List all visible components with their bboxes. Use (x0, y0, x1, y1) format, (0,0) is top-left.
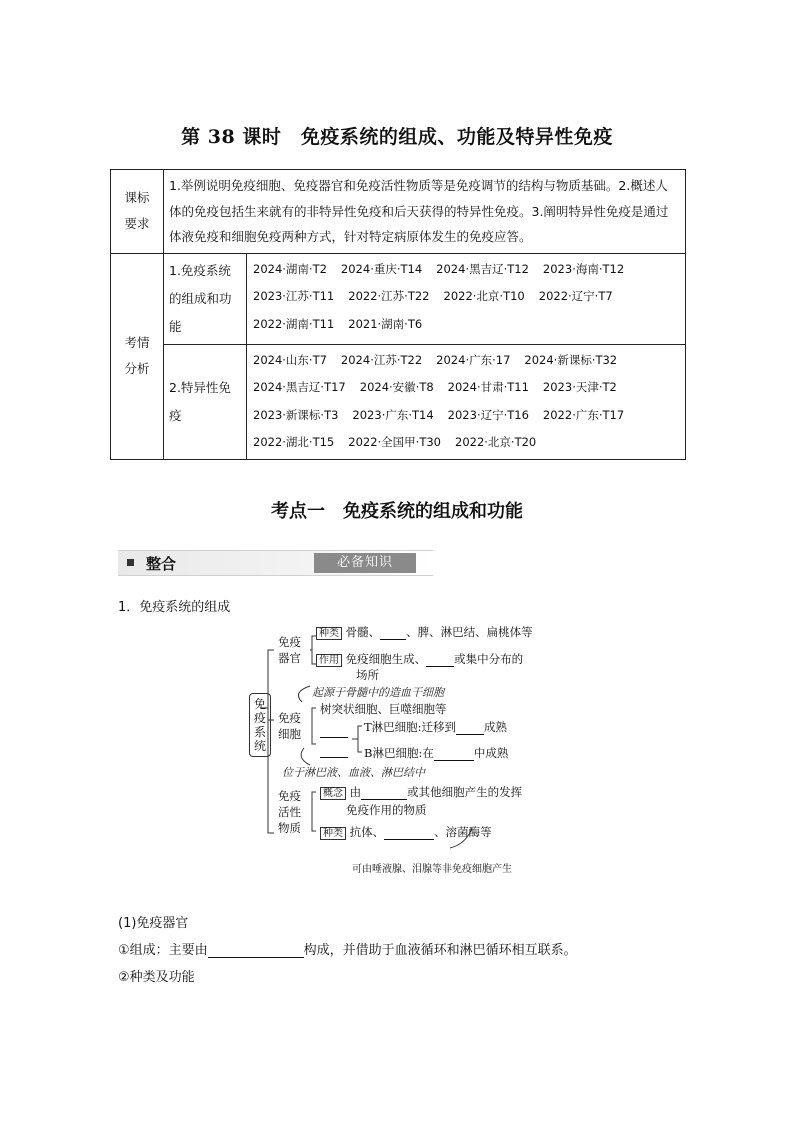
organ-func-text-a: 免疫细胞生成、 (345, 652, 427, 666)
cell-item1: 树突状细胞、巨噬细胞等 (320, 702, 447, 716)
exam-ref: 2023·海南·T12 (542, 261, 625, 276)
topic-2-refs (247, 344, 686, 459)
cell-lymph-blank-2 (320, 743, 348, 758)
header-curriculum (111, 170, 164, 254)
exam-ref: 2024·新课标·T32 (524, 352, 618, 367)
fill-blank (426, 652, 454, 667)
page-title: 第 38 课时 免疫系统的组成、功能及特异性免疫 (181, 126, 613, 148)
refs-line (253, 429, 679, 457)
root-label: 免疫系统 (253, 697, 266, 753)
para-organ-heading: (1)免疫器官 (118, 916, 189, 931)
fill-blank (320, 743, 348, 758)
refs-line (253, 374, 679, 402)
t-cell-text-b: 成熟 (484, 720, 508, 734)
organ-func-text-c: 场所 (356, 668, 379, 682)
exam-ref: 2024·黑吉辽·T12 (436, 261, 529, 276)
root-box (249, 693, 271, 757)
tag-kind: 种类 (320, 827, 346, 840)
banner-label-knowledge: 必备知识 (314, 553, 416, 573)
exam-ref: 2023·广东·T14 (352, 407, 434, 422)
substance-label: 免疫活性物质 (278, 789, 301, 835)
exam-ref: 2022·全国甲·T30 (348, 435, 441, 449)
exam-ref: 2021·湖南·T6 (348, 316, 423, 331)
substance-concept-row (320, 784, 522, 800)
fill-blank (456, 720, 484, 735)
exam-ref: 2022·湖北·T15 (253, 435, 335, 449)
exam-ref: 2022·广东·T17 (542, 407, 625, 422)
substance-concept-text-b: 或其他细胞产生的发挥 (407, 785, 523, 799)
para-kinds-functions: ②种类及功能 (118, 970, 195, 985)
heading-composition: 1．免疫系统的组成 (118, 600, 231, 615)
banner-label-integrate: 整合 (146, 555, 177, 573)
exam-ref: 2022·北京·T10 (443, 289, 525, 303)
cell-label: 免疫细胞 (278, 711, 301, 741)
organ-kind-text-b: 、脾、淋巴结、扁桃体等 (406, 625, 533, 639)
table-row (111, 253, 686, 344)
exam-ref: 2024·重庆·T14 (340, 261, 423, 276)
fill-blank (320, 723, 348, 738)
refs-line (253, 402, 679, 430)
para-composition-text-b: 构成，并借助于血液循环和淋巴循环相互联系。 (303, 943, 577, 958)
header-analysis-label: 考情分析 (124, 335, 150, 376)
exam-ref: 2023·新课标·T3 (253, 407, 339, 422)
header-curriculum-label: 课标要求 (124, 190, 150, 232)
refs-line (253, 283, 679, 311)
substance-kind-text-b: 、溶菌酶等 (434, 825, 492, 839)
exam-ref: 2022·北京·T20 (455, 435, 537, 449)
fill-blank (361, 785, 407, 800)
exam-ref: 2024·甘肃·T11 (447, 380, 529, 394)
exam-ref: 2023·天津·T2 (542, 380, 617, 394)
tag-function: 作用 (316, 654, 342, 667)
table-row (111, 344, 686, 459)
exam-ref: 2023·辽宁·T16 (447, 407, 529, 422)
substance-note: 可由唾液腺、泪腺等非免疫细胞产生 (352, 864, 512, 875)
topic-1-refs (247, 253, 686, 344)
t-cell-text-a: T淋巴细胞:迁移到 (364, 720, 457, 734)
exam-ref: 2024·江苏·T22 (340, 352, 423, 367)
substance-concept-text-c: 免疫作用的物质 (346, 803, 427, 817)
b-cell-text-b: 中成熟 (473, 746, 509, 760)
cell-location-note: 位于淋巴液、血液、淋巴结中 (282, 766, 425, 779)
table-row (111, 170, 686, 254)
organ-func-text-b: 或集中分布的 (454, 652, 524, 666)
fill-blank (380, 625, 406, 640)
requirements-table (110, 169, 686, 460)
para-composition-text-a: ①组成：主要由 (118, 943, 208, 958)
immune-system-diagram (240, 620, 560, 885)
substance-kind-row (320, 824, 492, 840)
para-organ-composition (118, 939, 577, 958)
square-bullet-icon (127, 559, 134, 566)
t-cell-row (364, 719, 507, 735)
section-title: 考点一 免疫系统的组成和功能 (271, 501, 523, 522)
fill-blank (434, 746, 474, 761)
refs-line (253, 311, 679, 339)
exam-ref: 2024·广东·17 (436, 352, 511, 367)
curriculum-text: 1.举例说明免疫细胞、免疫器官和免疫活性物质等是免疫调节的结构与物质基础。2.概述人体的免疫包括生来就有的非特异性免疫和后天获得的特异性免疫。3.阐明特异性免疫是通过体液免疫和细胞免疫两种方式，针对特定病原体发生的免疫应答。 (164, 170, 686, 254)
exam-ref: 2022·湖南·T11 (253, 316, 335, 331)
refs-line (253, 256, 679, 284)
refs-line (253, 347, 679, 375)
substance-concept-text-a: 由 (349, 785, 362, 799)
fill-blank (208, 943, 304, 958)
section-banner (118, 550, 433, 576)
exam-ref: 2023·江苏·T11 (253, 289, 335, 303)
exam-ref: 2024·黑吉辽·T17 (253, 380, 346, 394)
exam-ref: 2024·山东·T7 (253, 352, 327, 367)
organ-kind-text-a: 骨髓、 (345, 625, 381, 639)
exam-ref: 2022·辽宁·T7 (538, 289, 613, 303)
topic-1-label: 1.免疫系统的组成和功能 (164, 253, 247, 344)
topic-2-label: 2.特异性免疫 (164, 344, 247, 459)
cell-lymph-blank (320, 723, 348, 738)
b-cell-row (364, 745, 508, 761)
organ-func-row (316, 651, 523, 667)
fill-blank (384, 825, 434, 840)
organ-label: 免疫器官 (278, 635, 301, 665)
cell-origin-note: 起源于骨髓中的造血干细胞 (312, 686, 444, 699)
tag-kind: 种类 (316, 627, 342, 640)
b-cell-text-a: B淋巴细胞:在 (364, 746, 434, 760)
header-analysis (111, 253, 164, 459)
organ-kind-row (316, 624, 533, 640)
exam-ref: 2022·江苏·T22 (348, 289, 430, 303)
substance-kind-text-a: 抗体、 (349, 825, 385, 839)
exam-ref: 2024·安徽·T8 (359, 380, 434, 394)
tag-concept: 概念 (320, 787, 346, 800)
exam-ref: 2024·湖南·T2 (253, 261, 327, 276)
